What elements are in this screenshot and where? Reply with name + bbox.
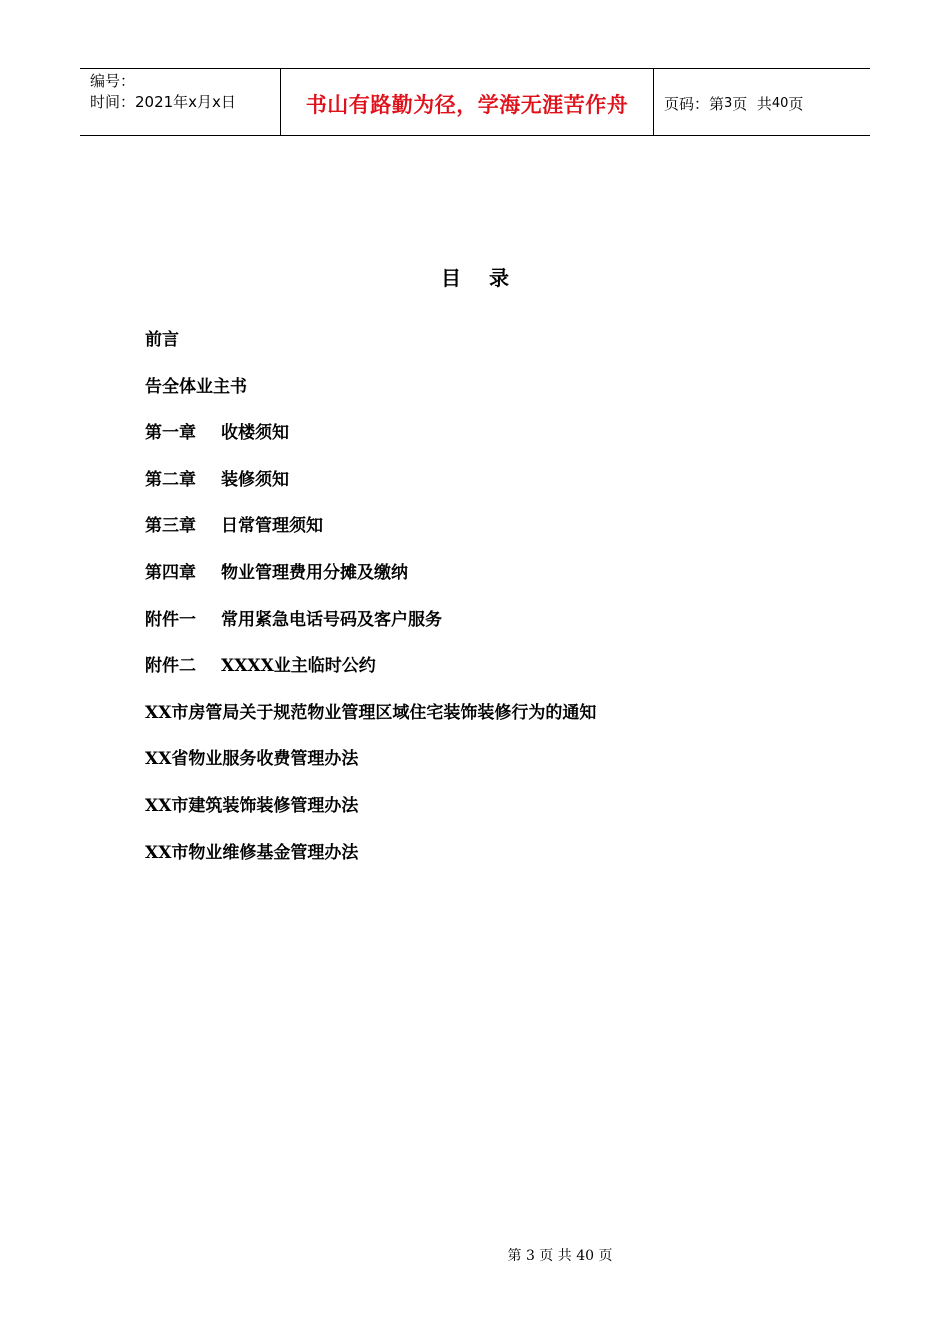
- header-meta: [80, 69, 281, 135]
- toc-item-text: 日常管理须知: [221, 516, 323, 537]
- toc-item-text: 装修须知: [221, 469, 289, 490]
- toc-item: [145, 419, 596, 466]
- toc-title: 目录: [441, 266, 537, 290]
- page-suffix: 页: [788, 94, 804, 113]
- toc-item: [145, 373, 596, 420]
- toc-item-text: 告全体业主书: [145, 376, 247, 397]
- toc-item-text: XX市房管局关于规范物业管理区域住宅装饰装修行为的通知: [145, 702, 597, 723]
- page-footer: 第 3 页 共 40 页: [507, 1248, 613, 1264]
- toc-item-text: XX市物业维修基金管理办法: [145, 842, 359, 863]
- toc-item-text: XX省物业服务收费管理办法: [145, 749, 359, 770]
- toc-item-text: XXXX业主临时公约: [221, 656, 376, 677]
- header-page-info: [654, 69, 870, 135]
- toc-item-text: 常用紧急电话号码及客户服务: [221, 609, 442, 630]
- toc-item-prefix: 第一章: [145, 423, 196, 444]
- toc-item-prefix: 第二章: [145, 469, 196, 490]
- toc-item: [145, 606, 596, 653]
- toc-item: [145, 839, 596, 886]
- toc-item-prefix: 附件一: [145, 609, 196, 630]
- toc-item: [145, 559, 596, 606]
- toc-item-prefix: 第三章: [145, 516, 196, 537]
- toc-list: [145, 326, 596, 885]
- toc-item-text: XX市建筑装饰装修管理办法: [145, 795, 359, 816]
- page-mid: 页 共: [732, 94, 772, 113]
- toc-item: [145, 466, 596, 513]
- toc-item-text: 收楼须知: [221, 423, 289, 444]
- header-motto: 书山有路勤为径，学海无涯苦作舟: [281, 69, 654, 135]
- toc-item-text: 物业管理费用分摊及缴纳: [221, 562, 408, 583]
- page-total: 40: [771, 95, 789, 111]
- toc-item-prefix: 第四章: [145, 562, 196, 583]
- page-number: 3: [724, 95, 733, 111]
- serial-label: 编号：: [90, 72, 136, 90]
- toc-item: [145, 699, 596, 746]
- toc-item-prefix: 附件二: [145, 656, 196, 677]
- page-header: [80, 68, 870, 136]
- page-prefix: 页码：第: [664, 94, 725, 113]
- toc-item: [145, 512, 596, 559]
- toc-item: [145, 326, 596, 373]
- toc-item: [145, 745, 596, 792]
- date-label: 时间：2021年x月x日: [90, 93, 236, 111]
- toc-item: [145, 792, 596, 839]
- toc-item: [145, 652, 596, 699]
- toc-item-text: 前言: [145, 330, 179, 350]
